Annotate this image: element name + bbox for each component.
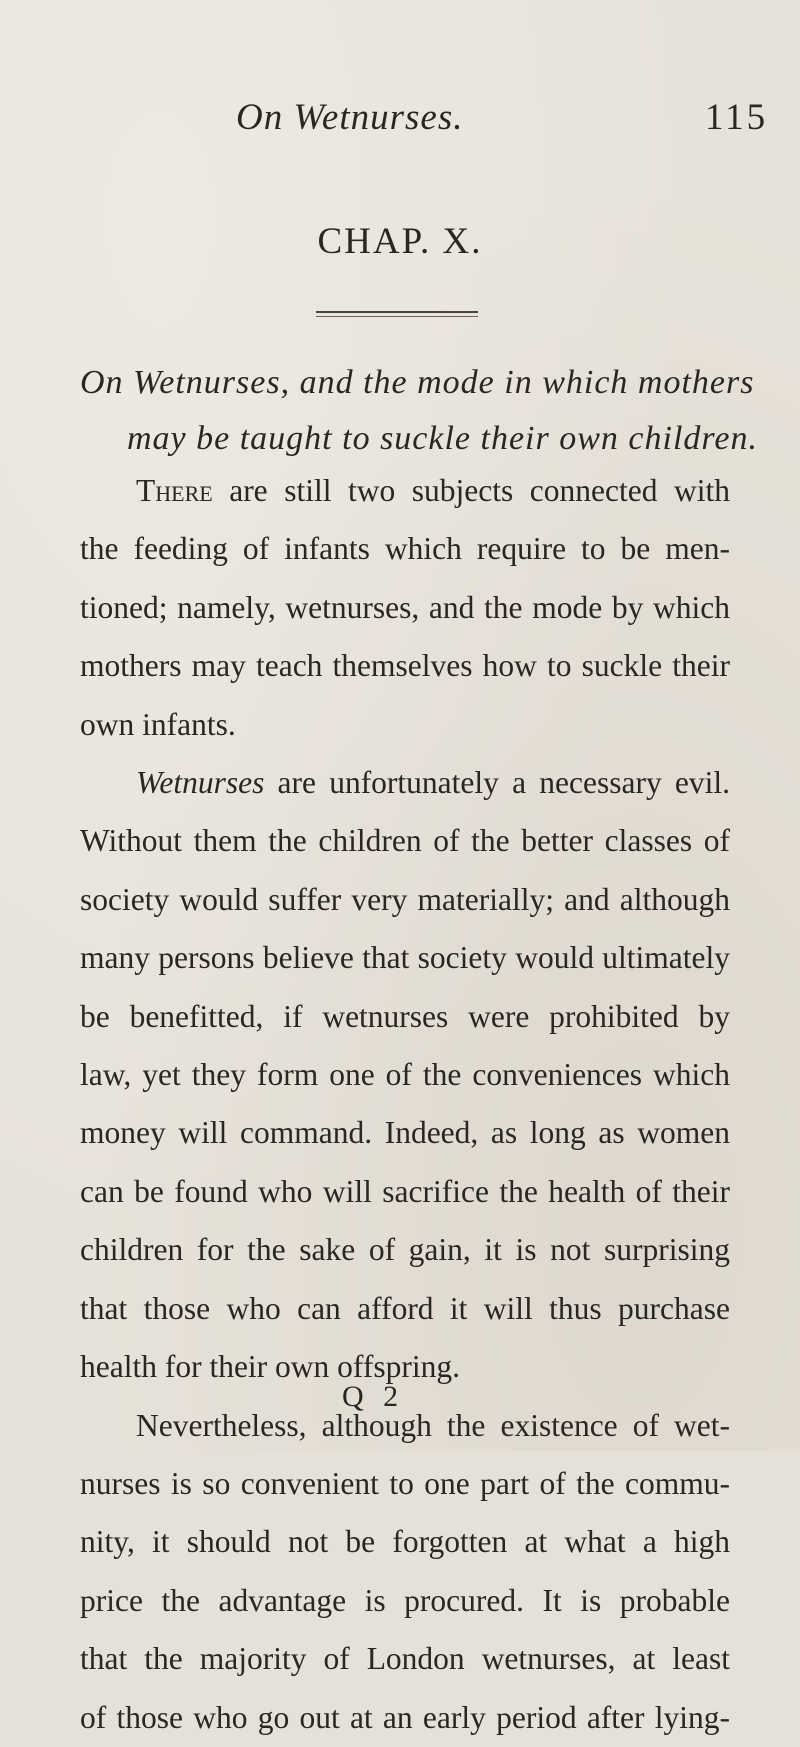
text-line: money will command. Indeed, as long as women — [80, 1115, 730, 1151]
text-line: children for the sake of gain, it is not surprising — [80, 1232, 730, 1268]
text-line: nity, it should not be forgotten at what a high — [80, 1524, 730, 1560]
signature-mark: Q 2 — [342, 1380, 405, 1413]
text-line: nurses is so convenient to one part of the commu- — [80, 1465, 730, 1501]
chapter-title-line: On Wetnurses, and the mode in which mothers — [80, 364, 755, 401]
running-head — [0, 96, 800, 136]
text-line: Nevertheless, although the existence of wet- — [136, 1407, 730, 1443]
text-line — [80, 754, 730, 812]
italic-word: Wetnurses — [136, 765, 265, 801]
text-line: the feeding of infants which require to be men- — [80, 531, 730, 567]
text-line: of those who go out at an early period after lying- — [80, 1699, 730, 1735]
text-line: mothers may teach themselves how to suckle their — [80, 648, 730, 684]
body-text — [80, 462, 730, 1747]
page-number: 115 — [705, 97, 769, 138]
text-line: many persons believe that society would ultimately — [80, 940, 730, 976]
text-line: Without them the children of the better classes of — [80, 823, 730, 859]
chapter-rule — [316, 311, 478, 313]
chapter-title-line: may be taught to suckle their own children. — [127, 420, 758, 457]
chapter-title — [80, 355, 758, 467]
text-line: health for their own offspring. — [80, 1349, 460, 1385]
text-line: be benefitted, if wetnurses were prohibited by — [80, 998, 730, 1034]
text-line-rest: are still two subjects connected with — [212, 473, 730, 508]
text-line: price the advantage is procured. It is probable — [80, 1582, 730, 1618]
text-line: that the majority of London wetnurses, at least — [80, 1641, 730, 1677]
text-line: own infants. — [80, 706, 236, 742]
text-line: that those who can afford it will thus purchase — [80, 1290, 730, 1326]
text-line: society would suffer very materially; and although — [80, 881, 730, 917]
text-line — [80, 462, 730, 520]
text-line: can be found who will sacrifice the health of their — [80, 1173, 730, 1209]
text-line: tioned; namely, wetnurses, and the mode by which — [80, 589, 730, 625]
text-line-rest: are unfortunately a necessary evil. — [264, 765, 730, 801]
running-title: On Wetnurses. — [236, 97, 464, 138]
chapter-heading: CHAP. X. — [317, 221, 483, 262]
drop-word: There — [136, 473, 213, 508]
text-line: law, yet they form one of the conveniences which — [80, 1057, 730, 1093]
